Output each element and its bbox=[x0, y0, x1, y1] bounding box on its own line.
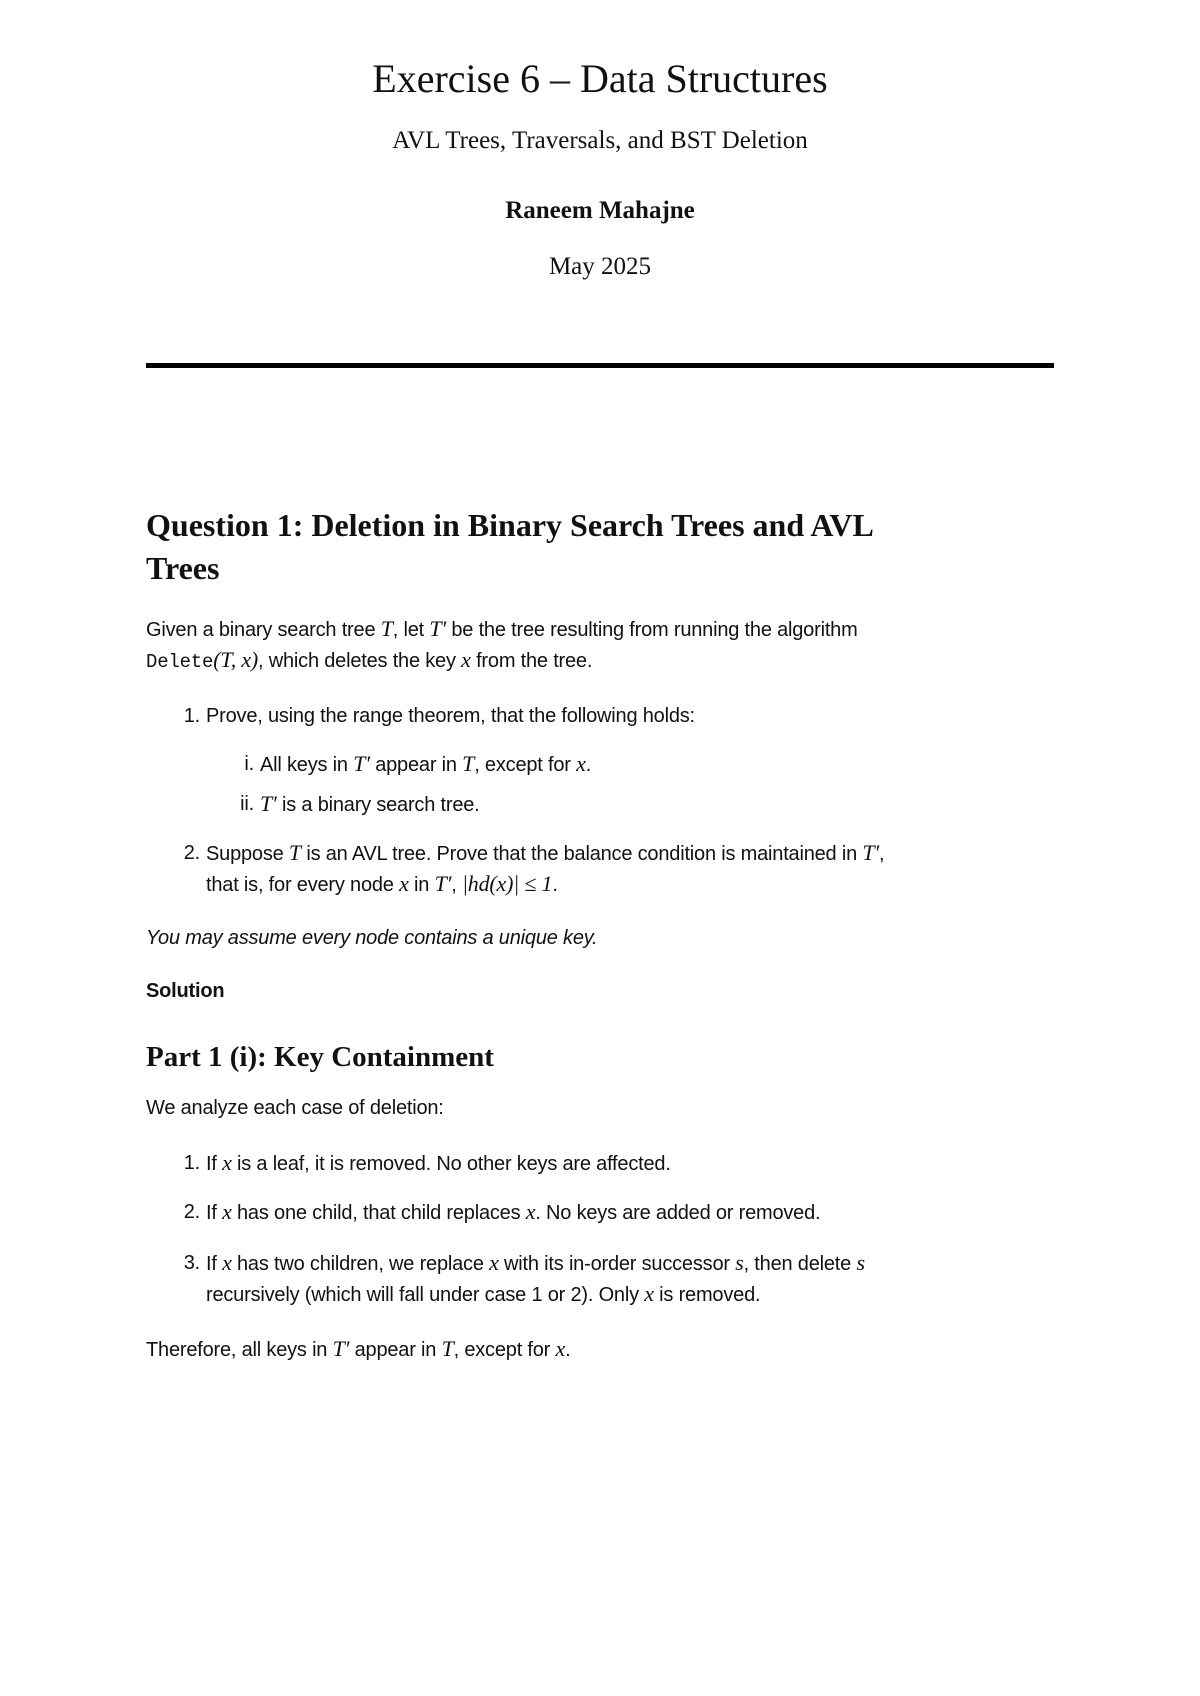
text: If bbox=[206, 1253, 223, 1275]
math: T′ bbox=[862, 840, 880, 865]
case-item bbox=[183, 1148, 1064, 1179]
text: in bbox=[408, 874, 435, 896]
math: T′ bbox=[260, 791, 277, 816]
text: be the tree resulting from running the algorithm bbox=[446, 619, 858, 641]
list-number: 1. bbox=[183, 705, 200, 727]
math: T′ bbox=[332, 1336, 350, 1361]
text: , let bbox=[392, 619, 430, 641]
text: . bbox=[552, 874, 558, 896]
text: , bbox=[451, 874, 462, 896]
part-intro: We analyze each case of deletion: bbox=[146, 1097, 444, 1119]
list-item bbox=[183, 701, 1064, 731]
list-number: 3. bbox=[183, 1252, 200, 1274]
math: x bbox=[399, 871, 409, 896]
text: with its in-order successor bbox=[498, 1253, 736, 1275]
text: has two children, we replace bbox=[231, 1253, 490, 1275]
math: T′ bbox=[429, 616, 447, 641]
math: (T, x) bbox=[213, 647, 259, 672]
math: x bbox=[525, 1199, 536, 1224]
text: , except for bbox=[453, 1339, 556, 1361]
text: . bbox=[585, 754, 592, 776]
author-name: Raneem Mahajne bbox=[505, 197, 695, 224]
question-intro bbox=[146, 614, 1064, 677]
text: , except for bbox=[474, 754, 577, 776]
text: Suppose bbox=[206, 843, 289, 865]
list-number: ii. bbox=[240, 793, 254, 815]
text: , then delete bbox=[743, 1253, 857, 1275]
solution-label: Solution bbox=[146, 980, 225, 1002]
text: appear in bbox=[349, 1339, 442, 1361]
text: , which deletes the key bbox=[258, 650, 462, 672]
math: s bbox=[735, 1250, 744, 1275]
text: Therefore, all keys in bbox=[146, 1339, 333, 1361]
math: T bbox=[380, 616, 393, 641]
text: . No keys are added or removed. bbox=[535, 1202, 821, 1224]
assumption-note: You may assume every node contains a unique key. bbox=[146, 927, 598, 949]
text: from the tree. bbox=[470, 650, 593, 672]
question-heading bbox=[146, 504, 1066, 590]
math: x bbox=[489, 1250, 499, 1275]
conclusion bbox=[146, 1334, 1064, 1365]
horizontal-rule bbox=[146, 363, 1054, 368]
document-subtitle: AVL Trees, Traversals, and BST Deletion bbox=[392, 127, 808, 154]
text: is removed. bbox=[653, 1284, 761, 1306]
math: T bbox=[288, 840, 301, 865]
text: Given a binary search tree bbox=[146, 619, 381, 641]
list-number: 1. bbox=[183, 1152, 200, 1174]
list-number: 2. bbox=[183, 1201, 200, 1223]
math: x bbox=[222, 1150, 232, 1175]
function-name: Delete bbox=[146, 651, 214, 673]
math: x bbox=[644, 1281, 654, 1306]
heading-line: Question 1: Deletion in Binary Search Trees and AVL bbox=[146, 507, 874, 543]
case-item bbox=[183, 1197, 1064, 1228]
text: has one child, that child replaces bbox=[231, 1202, 526, 1224]
math-formula: |hd(x)| ≤ 1 bbox=[461, 871, 553, 896]
math: T bbox=[441, 1336, 454, 1361]
math: T′ bbox=[353, 751, 370, 776]
text: , bbox=[879, 843, 885, 865]
math: T′ bbox=[434, 871, 452, 896]
list-number: i. bbox=[244, 753, 254, 775]
heading-line: Trees bbox=[146, 550, 220, 586]
text: that is, for every node bbox=[206, 874, 400, 896]
text: recursively (which will fall under case 1 or 2). Only bbox=[206, 1284, 645, 1306]
math: x bbox=[222, 1199, 232, 1224]
text: Prove, using the range theorem, that the following holds: bbox=[206, 705, 695, 727]
list-item bbox=[183, 838, 1064, 900]
text: is a binary search tree. bbox=[276, 794, 480, 816]
math: x bbox=[461, 647, 471, 672]
math: T bbox=[462, 751, 475, 776]
text: All keys in bbox=[260, 754, 354, 776]
case-item bbox=[183, 1248, 1064, 1310]
sub-list-item bbox=[244, 749, 1060, 780]
document-date: May 2025 bbox=[548, 253, 652, 280]
text: If bbox=[206, 1153, 223, 1175]
text: If bbox=[206, 1202, 223, 1224]
text: is an AVL tree. Prove that the balance condition is maintained in bbox=[300, 843, 863, 865]
math: x bbox=[555, 1336, 566, 1361]
sub-list-item bbox=[240, 789, 1060, 820]
text: is a leaf, it is removed. No other keys are affected. bbox=[231, 1153, 671, 1175]
part-heading: Part 1 (i): Key Containment bbox=[146, 1041, 494, 1073]
text: appear in bbox=[369, 754, 463, 776]
math: x bbox=[222, 1250, 232, 1275]
math: s bbox=[856, 1250, 865, 1275]
text: . bbox=[565, 1339, 571, 1361]
document-title: Exercise 6 – Data Structures bbox=[372, 56, 828, 101]
math: x bbox=[576, 751, 586, 776]
list-number: 2. bbox=[183, 842, 200, 864]
